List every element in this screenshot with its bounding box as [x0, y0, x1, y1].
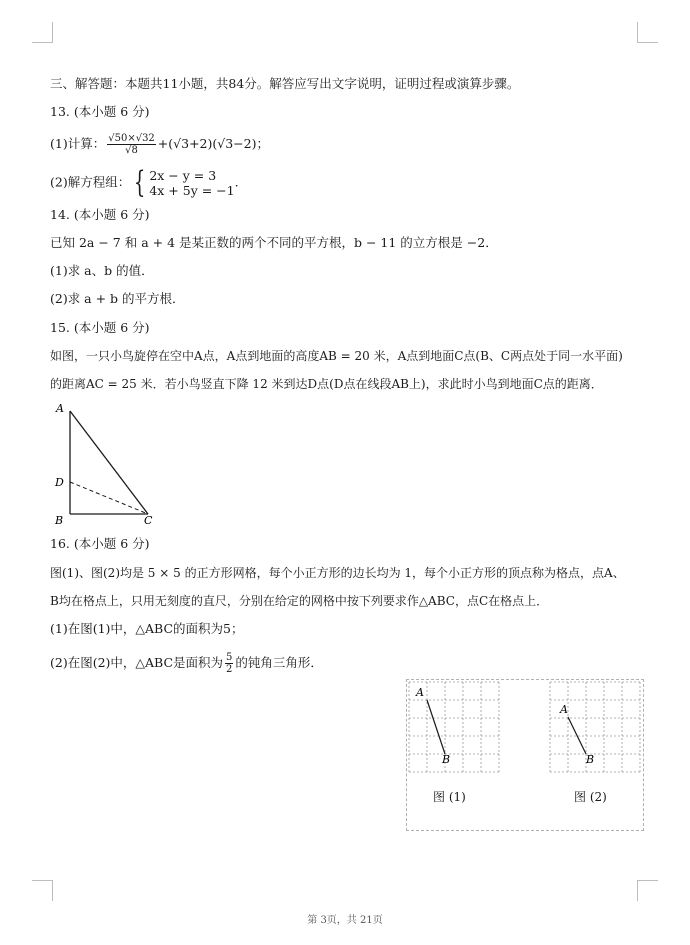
label-b: B: [55, 514, 64, 527]
corner-mark-bottom-left: [32, 880, 53, 901]
q15-triangle-figure: [50, 398, 160, 528]
corner-mark-top-right: [637, 22, 658, 43]
q16-fraction-denominator: 2: [226, 664, 233, 675]
q13-part1-rest: +(√3+2)(√3−2)；: [157, 136, 269, 151]
q13-fraction-denominator: √8: [125, 145, 138, 156]
q14-title: 14. (本小题 6 分): [50, 207, 150, 222]
label-a: A: [56, 402, 64, 415]
segment-ac: [70, 411, 148, 514]
q13-part1-prefix: (1)计算：: [50, 136, 106, 151]
label-c: C: [144, 514, 153, 527]
q16-fraction: [225, 652, 233, 675]
q16-part2-suffix: 的钝角三角形．: [235, 655, 323, 670]
fig1-caption: 图 (1): [433, 790, 466, 804]
q15-stem-line2: 的距离AC = 25 米．若小鸟竖直下降 12 米到达D点(D点在线段AB上)，求此时小鸟到地面C点的距离．: [50, 377, 603, 391]
q16-stem-line1: 图(1)、图(2)均是 5 × 5 的正方形网格，每个小正方形的边长均为 1，每个小正方形的顶点称为格点，点A、: [50, 566, 625, 580]
label-d: D: [55, 476, 64, 489]
fig1-label-a: A: [416, 686, 424, 699]
fig2-label-a: A: [560, 703, 568, 716]
corner-mark-bottom-right: [637, 880, 658, 901]
equation-system: [130, 165, 235, 200]
page-footer: 第 3页，共 21页: [307, 915, 383, 926]
q13-part2: [50, 165, 239, 200]
fig2-label-b: B: [586, 753, 595, 766]
q15-stem-line1: 如图，一只小鸟旋停在空中A点，A点到地面的高度AB = 20 米，A点到地面C点(B、C两点处于同一水平面): [50, 349, 623, 363]
fig1-label-b: B: [442, 753, 451, 766]
q16-figures-box: [406, 679, 644, 831]
brace-glyph: {: [134, 165, 146, 200]
q13-fraction-numerator: √50×√32: [108, 133, 155, 144]
q14-part1: (1)求 a、b 的值．: [50, 263, 154, 278]
q16-stem-line2: B均在格点上，只用无刻度的直尺，分别在给定的网格中按下列要求作△ABC，点C在格点上．: [50, 594, 549, 608]
equation-2: 4x + 5y = −1: [149, 183, 235, 198]
section-header: 三、解答题：本题共11小题，共84分。解答应写出文字说明，证明过程或演算步骤。: [50, 76, 520, 91]
q13-title: 13. (本小题 6 分): [50, 104, 150, 119]
q16-part1: (1)在图(1)中，△ABC的面积为5；: [50, 621, 244, 636]
q13-part2-end: .: [234, 174, 239, 190]
q16-part2: [50, 652, 323, 675]
q13-part2-prefix: (2)解方程组：: [50, 174, 131, 190]
q14-part2: (2)求 a + b 的平方根．: [50, 291, 185, 306]
segment-ab-fig1: [427, 700, 445, 754]
q16-part2-prefix: (2)在图(2)中，△ABC是面积为: [50, 655, 224, 670]
grid-figure-1: [407, 680, 643, 830]
q16-fraction-numerator: 5: [226, 652, 233, 663]
q14-stem: 已知 2a − 7 和 a + 4 是某正数的两个不同的平方根，b − 11 的立方根是 −2．: [50, 235, 498, 250]
corner-mark-top-left: [32, 22, 53, 43]
q13-fraction: [107, 133, 156, 156]
q13-part1: [50, 133, 269, 156]
segment-ab-fig2: [568, 717, 586, 754]
grid-2: [550, 682, 640, 772]
q15-title: 15. (本小题 6 分): [50, 320, 150, 335]
equation-1: 2x − y = 3: [149, 168, 217, 183]
fig2-caption: 图 (2): [574, 790, 607, 804]
q16-title: 16. (本小题 6 分): [50, 536, 150, 551]
